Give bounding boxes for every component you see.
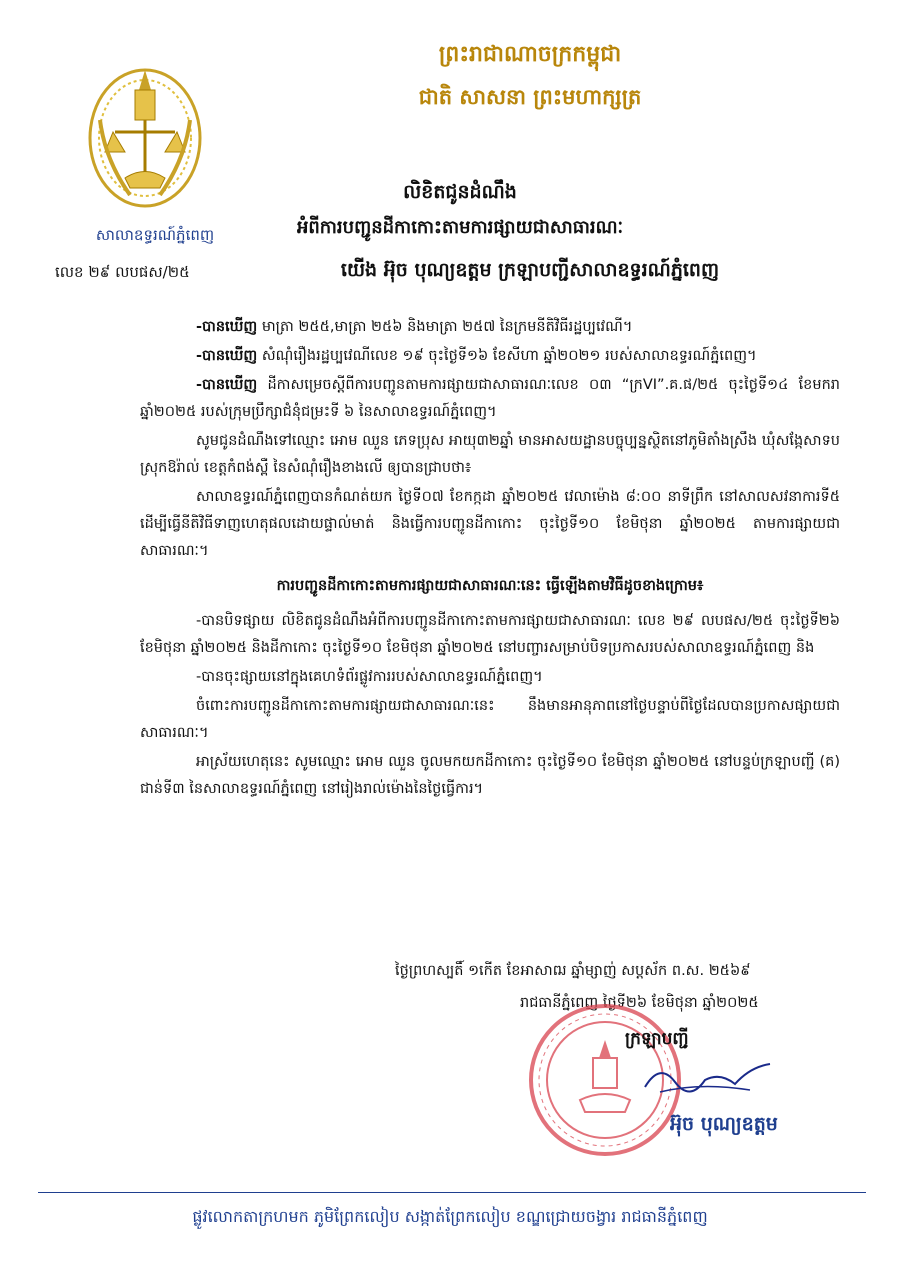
paragraph: -បានចុះផ្សាយនៅក្នុងគេហទំព័រផ្លូវការរបស់សាលាឧទ្ធរណ៍ភ្នំពេញ។ — [196, 669, 543, 685]
signatory-name: អ៊ុច បុណ្យឧត្តម — [670, 1113, 778, 1135]
court-name: សាលាឧទ្ធរណ៍ភ្នំពេញ — [95, 226, 215, 244]
paragraph: សូមជូនដំណឹងទៅឈ្មោះ អោម ឈួន ភេទប្រុស អាយុ៣២ឆ្នាំ មានអាសយដ្ឋានបច្ចុប្បន្នស្ថិតនៅភូមិតាំងស្រឹង ឃុំសង្កែសាទប ស្រុកឱរ៉ាល់ ខេត្តកំពង់ស្ពឺ នៃសំណុំរឿងខាងលើ ឲ្យបានជ្រាបថា៖ — [140, 433, 840, 476]
paragraph: -បានឃើញ ដីកាសម្រេចស្តីពីការបញ្ជូនតាមការផ្សាយជាសាធារណៈលេខ ០៣ “ក្រVI”.គ.ផ/២៥ ចុះថ្ងៃទី១៤ ខែមករា ឆ្នាំ២០២៥ របស់ក្រុមប្រឹក្សាជំនុំជម្រះទី ៦ នៃសាលាឧទ្ធរណ៍ភ្នំពេញ។ — [140, 377, 840, 420]
document-title: លិខិតជូនដំណឹង — [403, 181, 517, 203]
paragraph: -បានឃើញ សំណុំរឿងរដ្ឋប្បវេណីលេខ ១៩ ចុះថ្ងៃទី១៦ ខែសីហា ឆ្នាំ២០២១ របស់សាលាឧទ្ធរណ៍ភ្នំពេញ។ — [196, 348, 757, 364]
handwritten-signature — [640, 1052, 780, 1102]
motto-heading: ជាតិ សាសនា ព្រះមហាក្សត្រ — [418, 85, 642, 109]
court-crest-logo — [85, 60, 205, 210]
paragraph: ចំពោះការបញ្ជូនដីកាកោះតាមការផ្សាយជាសាធារណៈនេះ នឹងមានអានុភាពនៅថ្ងៃបន្ទាប់ពីថ្ងៃដែលបានប្រកាសផ្សាយជាសាធារណៈ។ — [140, 698, 840, 741]
paragraph: -បានឃើញ មាត្រា ២៥៥,មាត្រា ២៥៦ និងមាត្រា ២៥៧ នៃក្រមនីតិវិធីរដ្ឋប្បវេណី។ — [196, 319, 633, 335]
paragraph: អាស្រ័យហេតុនេះ សូមឈ្មោះ អោម ឈួន ចូលមកយកដីកាកោះ ចុះថ្ងៃទី១០ ខែមិថុនា ឆ្នាំ២០២៥ នៅបន្ទប់ក្រឡាបញ្ជី (គ) ជាន់ទី៣ នៃសាលាឧទ្ធរណ៍ភ្នំពេញ នៅរៀងរាល់ម៉ោងនៃថ្ងៃធ្វើការ។ — [140, 754, 840, 797]
solar-date: រាជធានីភ្នំពេញ ថ្ងៃទី២៦ ខែមិថុនា ឆ្នាំ២០២៥ — [520, 995, 759, 1011]
footer-divider — [38, 1192, 866, 1193]
issuer-line: យើង អ៊ុច បុណ្យឧត្តម ក្រឡាបញ្ជីសាលាឧទ្ធរណ៍ភ្នំពេញ — [340, 259, 720, 281]
method-heading: ការបញ្ជូនដីកាកោះតាមការផ្សាយជាសាធារណៈនេះ ធ្វើឡើងតាមវិធីដូចខាងក្រោម៖ — [276, 578, 704, 594]
paragraph: សាលាឧទ្ធរណ៍ភ្នំពេញបានកំណត់យក ថ្ងៃទី០៧ ខែកក្កដា ឆ្នាំ២០២៥ វេលាម៉ោង ៨:០០ នាទីព្រឹក នៅសាលសវនាការទី៥ ដើម្បីធ្វើនីតិវិធីទាញហេតុផលដោយផ្ទាល់មាត់ និងធ្វើការបញ្ជូនដីកាកោះ ចុះថ្ងៃទី១០ ខែមិថុនា ឆ្នាំ២០២៥ តាមការផ្សាយជាសាធារណៈ។ — [140, 489, 840, 559]
signatory-title: ក្រឡាបញ្ជី — [625, 1029, 689, 1049]
kingdom-heading: ព្រះរាជាណាចក្រកម្ពុជា — [438, 42, 622, 67]
document-subtitle: អំពីការបញ្ជូនដីកាកោះតាមការផ្សាយជាសាធារណៈ — [296, 217, 624, 238]
lunar-date: ថ្ងៃព្រហស្បតិ៍ ១កើត ខែអាសាឍ ឆ្នាំម្សាញ់ សប្តស័ក ព.ស. ២៥៦៩ — [395, 963, 751, 979]
document-body — [140, 314, 840, 805]
footer-address: ផ្លូវលោកតាក្រហមក ភូមិព្រែកលៀប សង្កាត់ព្រែកលៀប ខណ្ឌជ្រោយចង្វារ រាជធានីភ្នំពេញ — [192, 1207, 708, 1226]
reference-number: លេខ ២៩ លបផស/២៥ — [55, 263, 190, 281]
paragraph: -បានបិទផ្សាយ លិខិតជូនដំណឹងអំពីការបញ្ជូនដីកាកោះតាមការផ្សាយជាសាធារណៈ លេខ ២៩ លបផស/២៥ ចុះថ្ងៃទី២៦ ខែមិថុនា ឆ្នាំ២០២៥ និងដីកាកោះ ចុះថ្ងៃទី១០ ខែមិថុនា ឆ្នាំ២០២៥ នៅបញ្ចារសម្រាប់បិទប្រកាសរបស់សាលាឧទ្ធរណ៍ភ្នំពេញ និង — [140, 613, 840, 656]
